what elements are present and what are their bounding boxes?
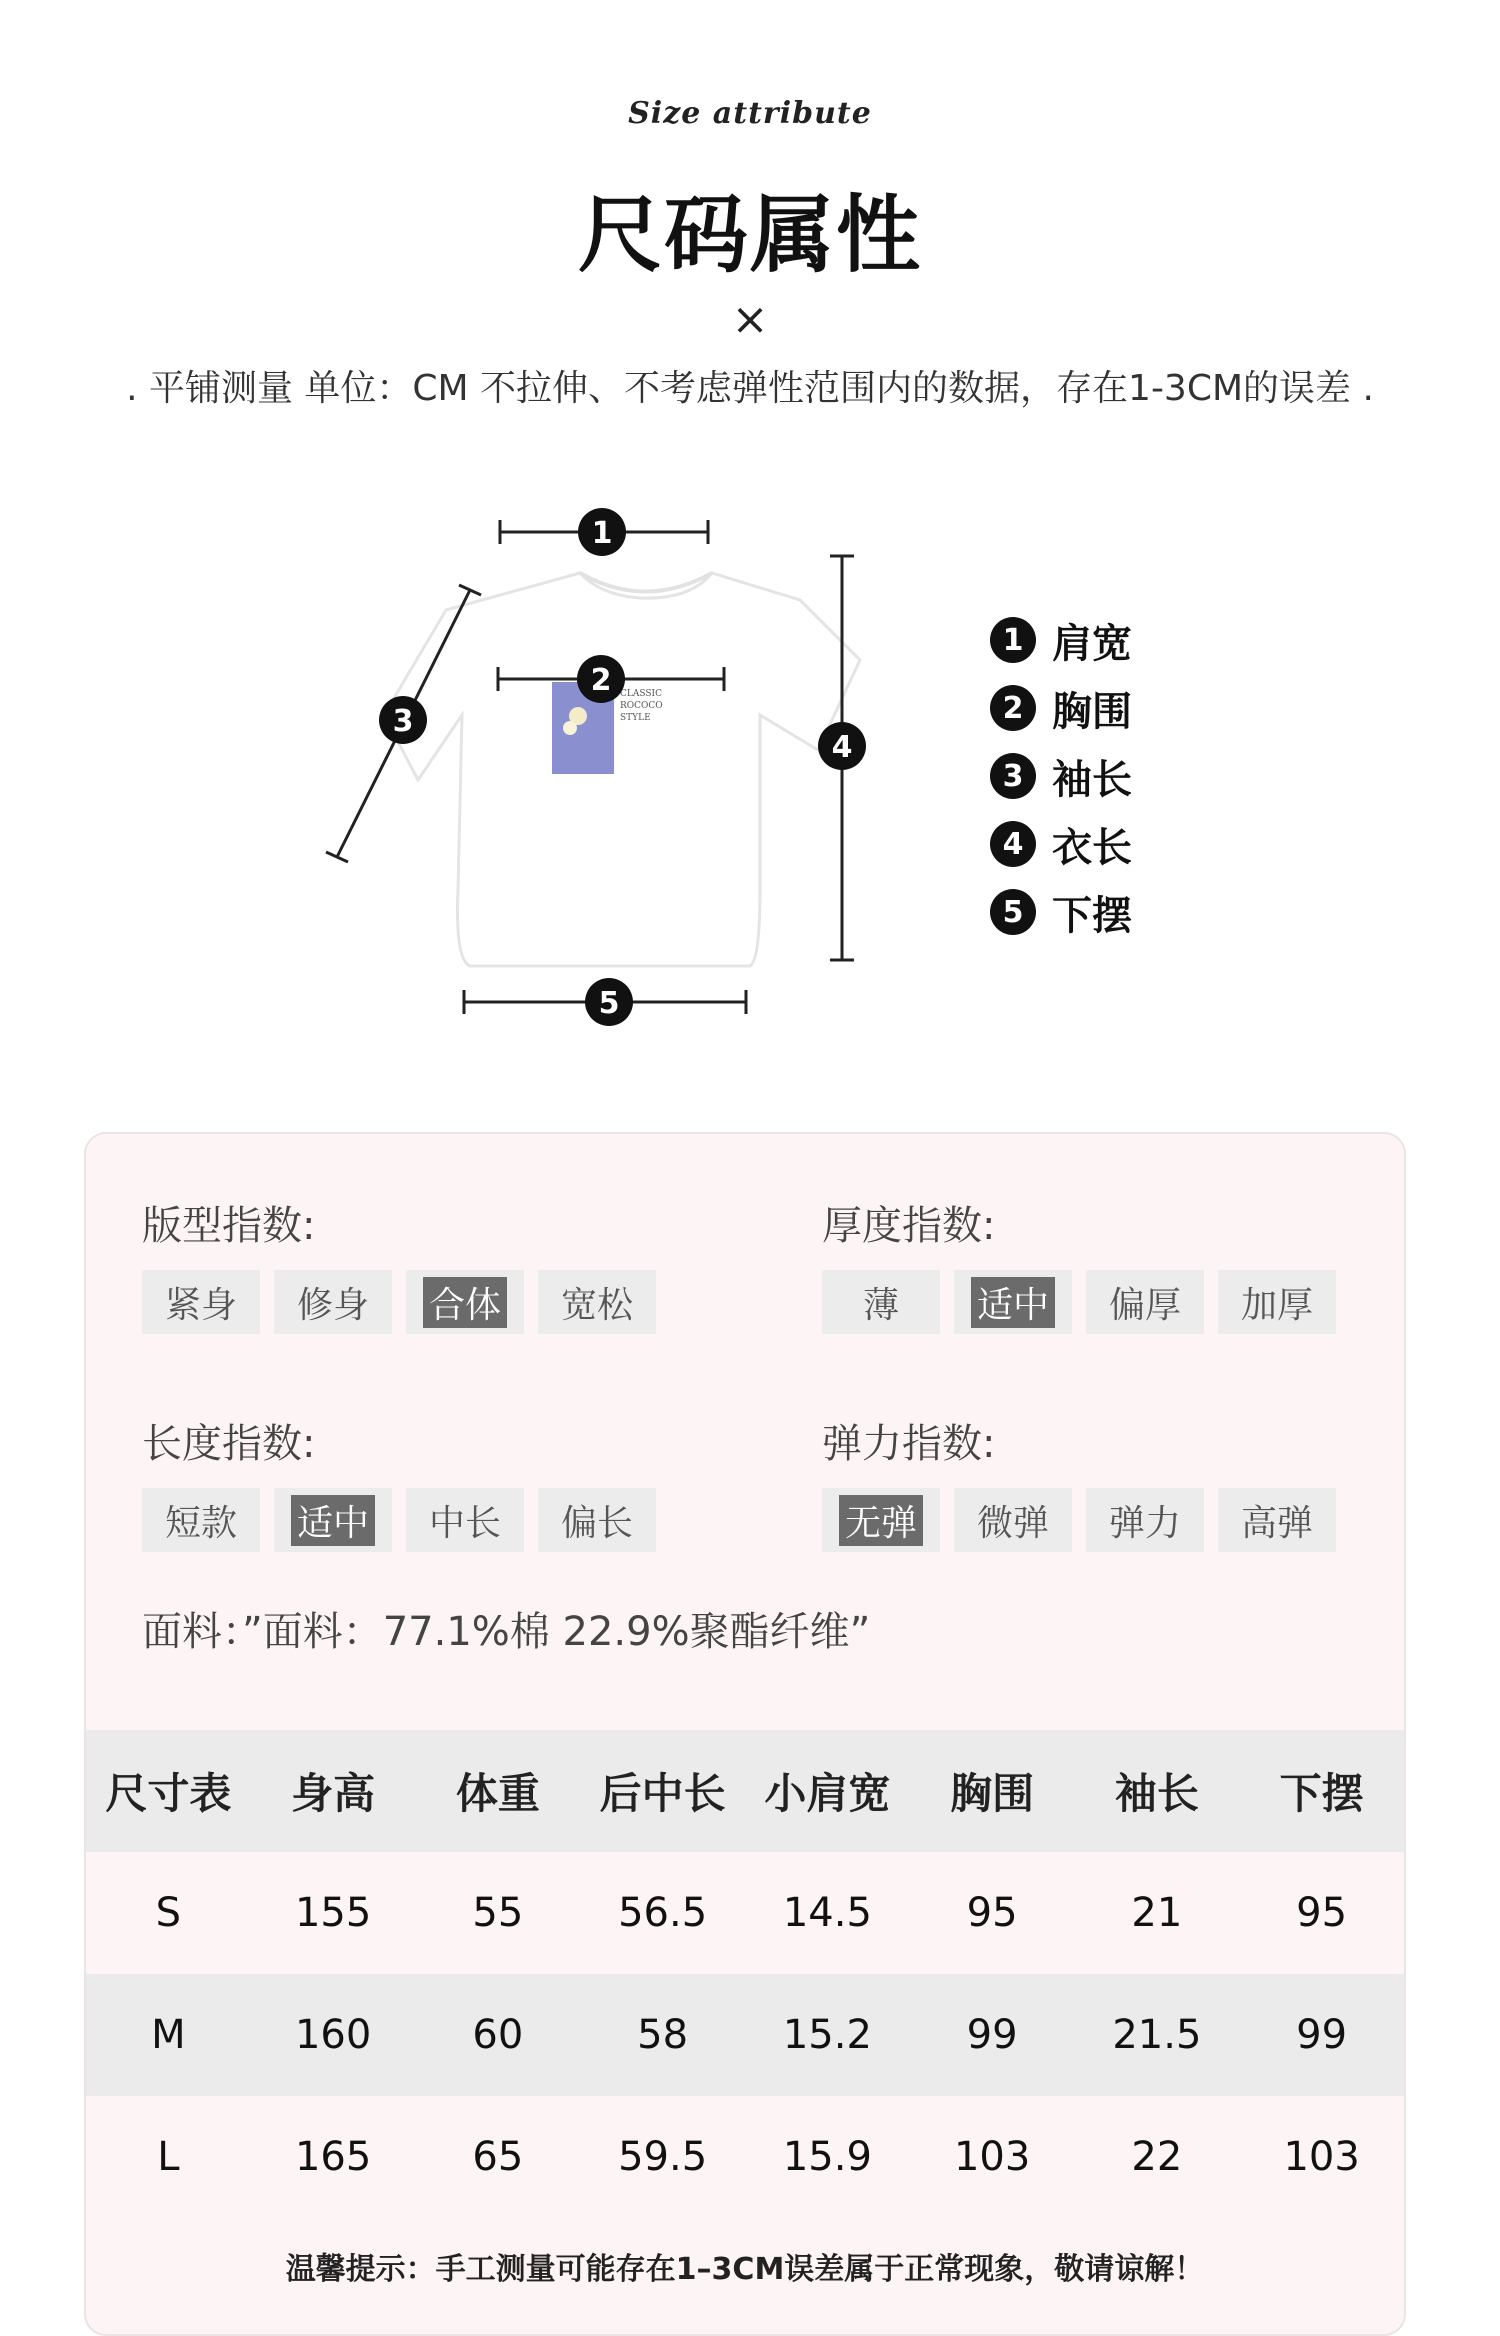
table-cell: 15.2 bbox=[782, 2012, 872, 2058]
svg-text:2: 2 bbox=[590, 663, 612, 698]
tshirt-measurement-diagram bbox=[0, 460, 1500, 1060]
elasticity-index bbox=[822, 1412, 1336, 1552]
size-table bbox=[86, 1730, 1404, 2218]
table-header-cell: 身高 bbox=[291, 1769, 376, 1818]
page-title: 尺码属性 bbox=[577, 186, 922, 284]
marker-3 bbox=[379, 696, 427, 744]
thickness-option: 加厚 bbox=[1218, 1270, 1336, 1334]
table-cell: S bbox=[155, 1890, 182, 1936]
legend-item-hem bbox=[990, 878, 1132, 946]
svg-text:1: 1 bbox=[591, 516, 613, 551]
legend-number: 2 bbox=[990, 685, 1036, 731]
measurement-tip: 温馨提示：手工测量可能存在1–3CM误差属于正常现象，敬请谅解！ bbox=[285, 2252, 1205, 2287]
legend-number: 3 bbox=[990, 753, 1036, 799]
table-header-cell: 尺寸表 bbox=[105, 1769, 232, 1818]
fit-index bbox=[142, 1194, 656, 1334]
print-text-1: CLASSIC bbox=[620, 689, 662, 699]
table-header-row bbox=[86, 1730, 1404, 1852]
svg-text:5: 5 bbox=[598, 986, 620, 1021]
legend-label: 袖长 bbox=[1052, 756, 1132, 803]
length-option: 中长 bbox=[406, 1488, 524, 1552]
size-info-panel bbox=[84, 1132, 1406, 2336]
fit-option: 紧身 bbox=[142, 1270, 260, 1334]
thickness-option-selected: 适中 bbox=[954, 1270, 1072, 1334]
table-cell: 55 bbox=[472, 1890, 524, 1936]
table-cell: 103 bbox=[1283, 2134, 1360, 2180]
close-icon[interactable]: × bbox=[731, 294, 769, 345]
table-cell: 59.5 bbox=[618, 2134, 708, 2180]
legend-item-sleeve bbox=[990, 742, 1132, 810]
elasticity-option: 弹力 bbox=[1086, 1488, 1204, 1552]
elasticity-option: 微弹 bbox=[954, 1488, 1072, 1552]
tshirt-image bbox=[384, 573, 860, 966]
elasticity-options bbox=[822, 1488, 1336, 1552]
table-cell: 15.9 bbox=[782, 2134, 872, 2180]
table-cell: 22 bbox=[1131, 2134, 1183, 2180]
elasticity-option: 高弹 bbox=[1218, 1488, 1336, 1552]
fit-index-title: 版型指数: bbox=[142, 1203, 316, 1249]
thickness-option: 偏厚 bbox=[1086, 1270, 1204, 1334]
marker-2 bbox=[577, 655, 625, 703]
table-header-cell: 下摆 bbox=[1279, 1769, 1364, 1818]
legend-item-chest bbox=[990, 674, 1132, 742]
table-cell: 58 bbox=[637, 2012, 689, 2058]
table-cell: 60 bbox=[472, 2012, 524, 2058]
fit-option-selected: 合体 bbox=[406, 1270, 524, 1334]
length-options bbox=[142, 1488, 656, 1552]
table-cell: 14.5 bbox=[782, 1890, 872, 1936]
table-cell: 65 bbox=[472, 2134, 524, 2180]
table-cell: 21.5 bbox=[1112, 2012, 1202, 2058]
thickness-options bbox=[822, 1270, 1336, 1334]
section-subtitle: Size attribute bbox=[628, 96, 872, 131]
thickness-index bbox=[822, 1194, 1336, 1334]
table-cell: 95 bbox=[966, 1890, 1018, 1936]
table-cell: 165 bbox=[294, 2134, 372, 2180]
measurement-note: . 平铺测量 单位：CM 不拉伸、不考虑弹性范围内的数据，存在1-3CM的误差 . bbox=[126, 368, 1374, 409]
thickness-option: 薄 bbox=[822, 1270, 940, 1334]
legend-item-length bbox=[990, 810, 1132, 878]
length-option-selected: 适中 bbox=[274, 1488, 392, 1552]
legend-label: 下摆 bbox=[1052, 892, 1132, 939]
elasticity-option-selected: 无弹 bbox=[822, 1488, 940, 1552]
fit-option: 修身 bbox=[274, 1270, 392, 1334]
table-row bbox=[86, 1852, 1404, 1974]
svg-text:4: 4 bbox=[831, 730, 853, 765]
print-text-2: ROCOCO bbox=[620, 701, 663, 711]
table-row bbox=[86, 1974, 1404, 2096]
table-header-cell: 后中长 bbox=[599, 1769, 726, 1818]
table-row bbox=[86, 2096, 1404, 2218]
measurement-legend bbox=[990, 606, 1132, 946]
svg-text:3: 3 bbox=[392, 704, 414, 739]
length-index-title: 长度指数: bbox=[142, 1421, 316, 1467]
table-cell: 21 bbox=[1131, 1890, 1183, 1936]
length-option: 偏长 bbox=[538, 1488, 656, 1552]
table-cell: M bbox=[151, 2012, 186, 2058]
table-cell: 155 bbox=[294, 1890, 372, 1936]
table-cell: 160 bbox=[294, 2012, 372, 2058]
marker-4 bbox=[818, 722, 866, 770]
table-cell: 56.5 bbox=[618, 1890, 708, 1936]
marker-1 bbox=[578, 508, 626, 556]
legend-label: 肩宽 bbox=[1052, 620, 1132, 667]
legend-item-shoulder bbox=[990, 606, 1132, 674]
table-cell: L bbox=[157, 2134, 180, 2180]
legend-number: 4 bbox=[990, 821, 1036, 867]
thickness-index-title: 厚度指数: bbox=[822, 1203, 996, 1249]
legend-label: 胸围 bbox=[1052, 688, 1132, 735]
table-header-cell: 体重 bbox=[455, 1769, 540, 1818]
table-cell: 99 bbox=[1296, 2012, 1348, 2058]
table-header-cell: 小肩宽 bbox=[764, 1769, 891, 1818]
length-index bbox=[142, 1412, 656, 1552]
table-header-cell: 袖长 bbox=[1114, 1769, 1199, 1818]
table-cell: 103 bbox=[953, 2134, 1031, 2180]
legend-number: 1 bbox=[990, 617, 1036, 663]
fit-option: 宽松 bbox=[538, 1270, 656, 1334]
fabric-composition: 面料：”面料：77.1%棉 22.9%聚酯纤维” bbox=[142, 1609, 871, 1655]
legend-label: 衣长 bbox=[1052, 824, 1132, 871]
legend-number: 5 bbox=[990, 889, 1036, 935]
marker-5 bbox=[585, 978, 633, 1026]
table-header-cell: 胸围 bbox=[950, 1769, 1035, 1818]
table-cell: 95 bbox=[1296, 1890, 1348, 1936]
print-text-3: STYLE bbox=[620, 713, 651, 723]
elasticity-index-title: 弹力指数: bbox=[822, 1421, 996, 1467]
length-option: 短款 bbox=[142, 1488, 260, 1552]
fit-options bbox=[142, 1270, 656, 1334]
table-cell: 99 bbox=[966, 2012, 1018, 2058]
